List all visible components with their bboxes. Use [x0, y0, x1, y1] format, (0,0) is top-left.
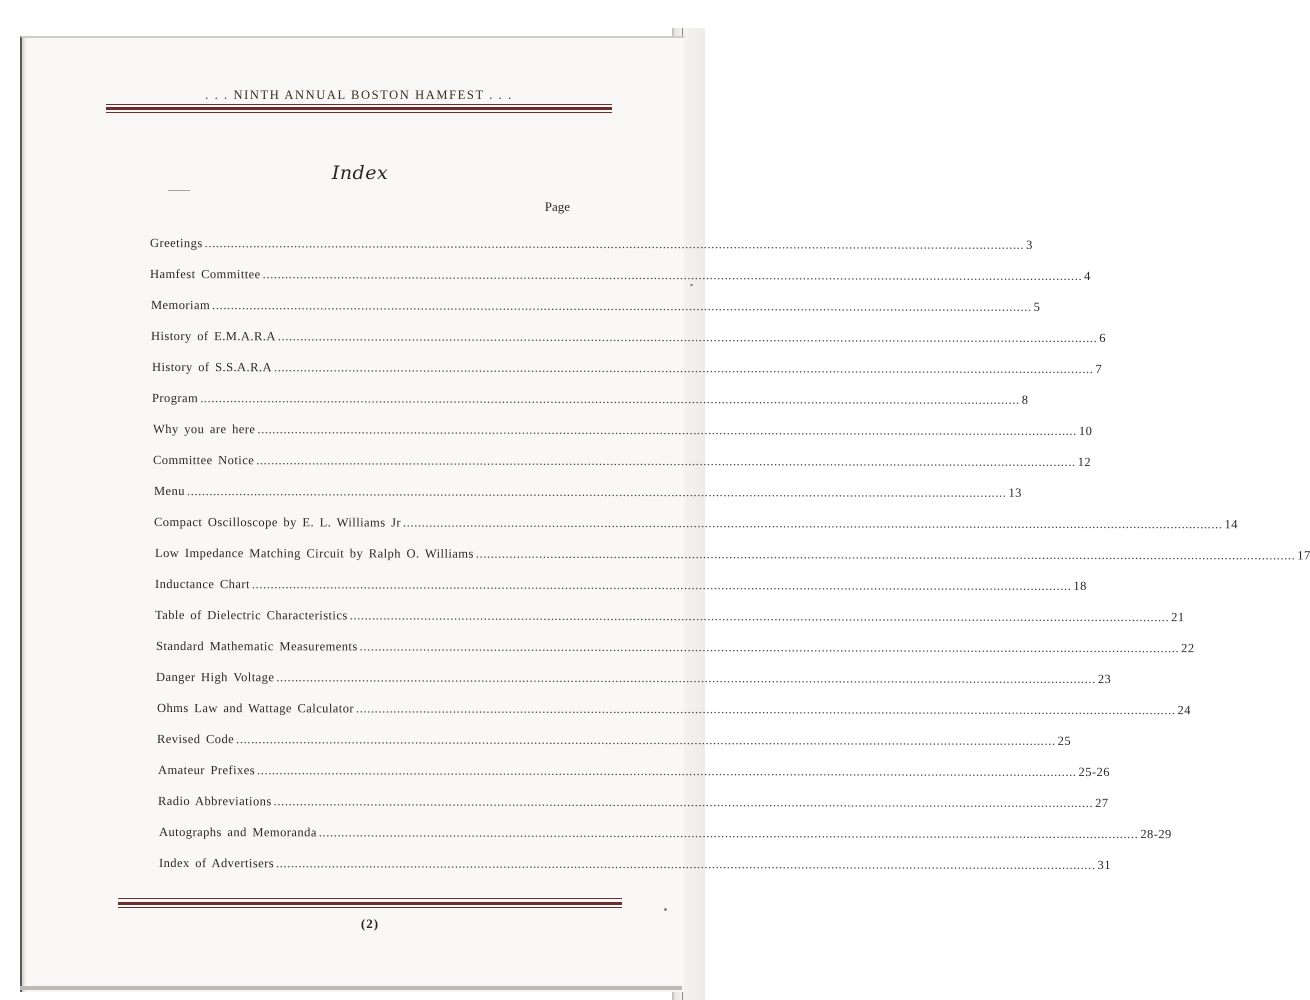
- index-entry-page: 6: [1099, 330, 1107, 346]
- index-entry-page: 13: [1008, 485, 1022, 500]
- index-entry-page: 31: [1097, 857, 1111, 872]
- index-entry-title: Danger High Voltage: [156, 670, 275, 685]
- footer-rule-thin: [118, 898, 622, 899]
- dot-leader: ............................................................................................................................................................................................................................: [359, 639, 1180, 656]
- dot-leader: ............................................................................................................................................................................................................................: [256, 453, 1076, 469]
- index-entry-title: History of E.M.A.R.A: [151, 329, 277, 344]
- index-entry-title: Standard Mathematic Measurements: [155, 639, 358, 654]
- index-entry: [153, 453, 1092, 472]
- running-header: . . . NINTH ANNUAL BOSTON HAMFEST . . .: [205, 88, 513, 102]
- index-entry: [157, 763, 1110, 782]
- index-entry: [150, 267, 1092, 286]
- page-column-label: Page: [544, 199, 570, 214]
- index-entry: [152, 422, 1093, 441]
- index-entry-title: Inductance Chart: [154, 577, 250, 592]
- dot-leader: ............................................................................................................................................................................................................................: [318, 825, 1138, 842]
- dot-leader: ............................................................................................................................................................................................................................: [273, 794, 1094, 810]
- index-entry-title: Low Impedance Matching Circuit by Ralph O. Williams: [154, 546, 474, 561]
- dot-leader: ............................................................................................................................................................................................................................: [256, 763, 1077, 779]
- index-entry: [155, 608, 1185, 627]
- index-entry: [154, 577, 1087, 596]
- dot-leader: ............................................................................................................................................................................................................................: [273, 360, 1094, 376]
- dot-leader: ............................................................................................................................................................................................................................: [276, 670, 1097, 686]
- dot-leader: ............................................................................................................................................................................................................................: [236, 732, 1056, 748]
- index-entry-title: Amateur Prefixes: [157, 763, 255, 778]
- index-entry-page: 17: [1296, 548, 1310, 563]
- index-entry-page: 12: [1077, 454, 1092, 469]
- index-entry-title: Ohms Law and Wattage Calculator: [156, 701, 354, 716]
- dot-leader: ............................................................................................................................................................................................................................: [276, 856, 1096, 872]
- index-entry-page: 4: [1084, 268, 1092, 283]
- index-entry: [149, 236, 1033, 255]
- index-entry-page: 22: [1181, 641, 1195, 656]
- index-entry: [154, 546, 1310, 565]
- index-entry-page: 25-26: [1078, 764, 1110, 779]
- index-entry-page: 5: [1033, 299, 1041, 314]
- index-entry-title: Committee Notice: [153, 453, 255, 468]
- index-entry-page: 24: [1177, 703, 1191, 718]
- index-entry-page: 8: [1021, 392, 1029, 407]
- index-entry-page: 10: [1078, 423, 1093, 438]
- index-entry-page: 3: [1026, 237, 1033, 252]
- index-entry-title: Table of Dielectric Characteristics: [155, 608, 349, 623]
- index-entry-title: Hamfest Committee: [150, 267, 262, 282]
- index-entry: [158, 825, 1172, 844]
- index-entry-title: Memoriam: [150, 298, 211, 313]
- index-entry-page: 25: [1057, 733, 1072, 748]
- index-entry-page: 14: [1224, 517, 1239, 532]
- index-entry-title: Menu: [153, 484, 185, 499]
- index-entry: [153, 484, 1022, 503]
- index-entry: [151, 360, 1102, 379]
- dot-leader: ............................................................................................................................................................................................................................: [186, 484, 1007, 500]
- index-entry: [155, 639, 1195, 658]
- page-bottom-shadow: [20, 986, 682, 990]
- index-entry-title: Why you are here: [152, 422, 256, 437]
- index-entry-title: Greetings: [149, 236, 203, 251]
- index-entry-title: Radio Abbreviations: [158, 794, 272, 809]
- dot-leader: ............................................................................................................................................................................................................................: [475, 546, 1295, 563]
- index-entry: [152, 391, 1029, 410]
- index-entry-page: 18: [1073, 578, 1087, 593]
- header-rule-thin: [106, 104, 612, 105]
- index-entry: [150, 298, 1041, 317]
- index-entry: [158, 794, 1109, 813]
- index-entry-title: History of S.S.A.R.A: [151, 360, 272, 375]
- index-entry-title: Compact Oscilloscope by E. L. Williams Jr: [154, 515, 402, 530]
- footer-rule-thin-lower: [118, 907, 622, 908]
- index-entry: [157, 732, 1072, 751]
- dot-leader: ............................................................................................................................................................................................................................: [251, 577, 1072, 593]
- index-entry: [156, 701, 1191, 720]
- index-entry: [158, 856, 1111, 875]
- dot-leader: ............................................................................................................................................................................................................................: [278, 329, 1098, 345]
- index-entry: [156, 670, 1112, 689]
- paper-speck: [690, 284, 693, 286]
- dot-leader: ............................................................................................................................................................................................................................: [212, 298, 1032, 314]
- dot-leader: ............................................................................................................................................................................................................................: [200, 391, 1020, 407]
- index-entry-title: Revised Code: [157, 732, 235, 747]
- paper-speck: [664, 908, 667, 911]
- index-entry-page: 21: [1171, 610, 1185, 625]
- header-rule-thick: [106, 107, 612, 110]
- index-entry-title: Autographs and Memoranda: [158, 825, 317, 840]
- index-heading: Index: [331, 162, 389, 184]
- index-entry-page: 27: [1095, 795, 1109, 810]
- dot-leader: ............................................................................................................................................................................................................................: [263, 267, 1083, 283]
- dot-leader: ............................................................................................................................................................................................................................: [204, 236, 1025, 252]
- dot-leader: ............................................................................................................................................................................................................................: [257, 422, 1077, 438]
- index-entry-page: 23: [1098, 671, 1112, 687]
- index-entry-page: 7: [1095, 361, 1102, 376]
- index-entry: [151, 329, 1107, 348]
- dot-leader: ............................................................................................................................................................................................................................: [355, 701, 1176, 718]
- header-rule-thin-lower: [106, 112, 612, 113]
- index-entry-title: Index of Advertisers: [158, 856, 275, 871]
- dot-leader: ............................................................................................................................................................................................................................: [350, 608, 1170, 625]
- index-entry-title: Program: [152, 391, 199, 406]
- footer-rule-thick: [118, 902, 622, 905]
- index-entry-page: 28-29: [1139, 827, 1172, 842]
- page-number: (2): [360, 916, 380, 931]
- paper-speck: [168, 190, 190, 191]
- dot-leader: ............................................................................................................................................................................................................................: [403, 515, 1223, 532]
- index-entry: [154, 515, 1239, 534]
